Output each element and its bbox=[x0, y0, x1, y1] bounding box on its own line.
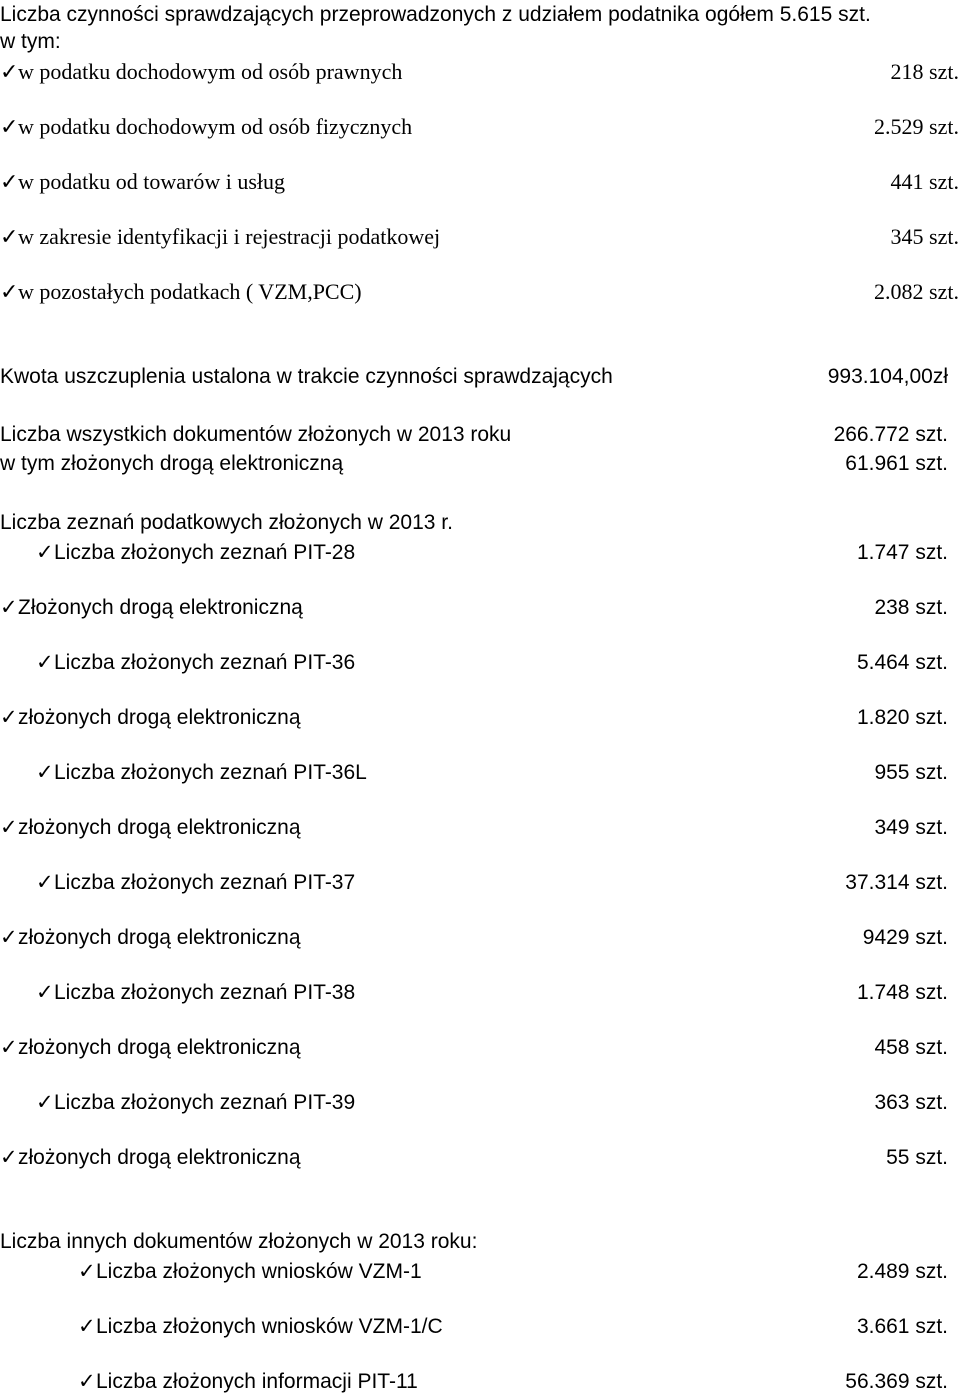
check-label: w podatku dochodowym od osób fizycznych bbox=[18, 114, 413, 139]
declaration-row bbox=[0, 813, 960, 843]
declaration-value: 37.314 szt. bbox=[845, 871, 948, 894]
checkmark-icon: ✓ bbox=[0, 59, 19, 84]
declarations-heading: Liczba zeznań podatkowych złożonych w 2013 r. bbox=[0, 511, 453, 534]
checkmark-icon: ✓ bbox=[78, 1315, 96, 1338]
declaration-label: Liczba złożonych zeznań PIT-36L bbox=[54, 761, 367, 784]
checkmark-icon: ✓ bbox=[36, 981, 54, 1004]
declaration-value: 363 szt. bbox=[874, 1091, 948, 1114]
declaration-row bbox=[0, 703, 960, 733]
check-row bbox=[0, 222, 960, 252]
checkmark-icon: ✓ bbox=[36, 871, 54, 894]
other-document-label: Liczba złożonych wniosków VZM-1/C bbox=[96, 1315, 443, 1338]
checkmark-icon: ✓ bbox=[0, 926, 18, 949]
check-row bbox=[0, 57, 960, 87]
declaration-row bbox=[0, 1033, 960, 1063]
checkmark-icon: ✓ bbox=[0, 114, 19, 139]
documents-total-value: 266.772 szt. bbox=[833, 423, 948, 446]
total-checks-text: Liczba czynności sprawdzających przeprowadzonych z udziałem podatnika ogółem 5.615 szt. bbox=[0, 3, 871, 26]
reduction-row bbox=[0, 362, 960, 392]
checkmark-icon: ✓ bbox=[0, 706, 18, 729]
documents-total-label: Liczba wszystkich dokumentów złożonych w 2013 roku bbox=[0, 423, 512, 446]
checkmark-icon: ✓ bbox=[0, 596, 18, 619]
declaration-value: 955 szt. bbox=[874, 761, 948, 784]
declaration-label: Liczba złożonych zeznań PIT-39 bbox=[54, 1091, 356, 1114]
declaration-label: Liczba złożonych zeznań PIT-36 bbox=[54, 651, 356, 674]
other-document-row bbox=[0, 1312, 960, 1342]
declarations-heading-row bbox=[0, 508, 960, 538]
declaration-row bbox=[0, 758, 960, 788]
declaration-value: 1.747 szt. bbox=[856, 541, 948, 564]
documents-total-row bbox=[0, 420, 960, 450]
checkmark-icon: ✓ bbox=[0, 1036, 18, 1059]
other-document-label: Liczba złożonych wniosków VZM-1 bbox=[96, 1260, 422, 1283]
in-which-text: w tym: bbox=[0, 30, 61, 53]
declaration-row bbox=[0, 538, 960, 568]
checkmark-icon: ✓ bbox=[36, 651, 54, 674]
other-documents-heading: Liczba innych dokumentów złożonych w 2013 roku: bbox=[0, 1230, 478, 1253]
checkmark-icon: ✓ bbox=[0, 169, 19, 194]
checkmark-icon: ✓ bbox=[0, 816, 18, 839]
check-value: 218 szt. bbox=[890, 59, 959, 84]
declaration-row bbox=[0, 1088, 960, 1118]
declaration-label: złożonych drogą elektroniczną bbox=[18, 926, 301, 949]
declaration-label: złożonych drogą elektroniczną bbox=[18, 816, 301, 839]
declaration-value: 1.820 szt. bbox=[856, 706, 948, 729]
declaration-value: 5.464 szt. bbox=[856, 651, 948, 674]
declaration-value: 1.748 szt. bbox=[856, 981, 948, 1004]
declaration-row bbox=[0, 648, 960, 678]
documents-electronic-value: 61.961 szt. bbox=[845, 452, 948, 475]
check-label: w zakresie identyfikacji i rejestracji podatkowej bbox=[18, 224, 441, 249]
declaration-row bbox=[0, 923, 960, 953]
check-row bbox=[0, 112, 960, 142]
declaration-row bbox=[0, 868, 960, 898]
declaration-label: Liczba złożonych zeznań PIT-38 bbox=[54, 981, 356, 1004]
declaration-label: Liczba złożonych zeznań PIT-37 bbox=[54, 871, 356, 894]
other-document-label: Liczba złożonych informacji PIT-11 bbox=[96, 1370, 418, 1393]
other-documents-heading-row bbox=[0, 1227, 960, 1257]
declaration-label: Złożonych drogą elektroniczną bbox=[18, 596, 303, 619]
check-label: w pozostałych podatkach ( VZM,PCC) bbox=[18, 279, 362, 304]
declaration-value: 55 szt. bbox=[886, 1146, 948, 1169]
documents-electronic-row bbox=[0, 449, 960, 479]
check-value: 345 szt. bbox=[890, 224, 959, 249]
declaration-value: 9429 szt. bbox=[862, 926, 948, 949]
declaration-row bbox=[0, 978, 960, 1008]
declaration-label: złożonych drogą elektroniczną bbox=[18, 1036, 301, 1059]
check-row bbox=[0, 277, 960, 307]
documents-electronic-label: w tym złożonych drogą elektroniczną bbox=[0, 452, 344, 475]
declaration-label: złożonych drogą elektroniczną bbox=[18, 1146, 301, 1169]
reduction-label: Kwota uszczuplenia ustalona w trakcie czynności sprawdzających bbox=[0, 365, 613, 388]
checkmark-icon: ✓ bbox=[36, 1091, 54, 1114]
declaration-value: 458 szt. bbox=[874, 1036, 948, 1059]
check-label: w podatku od towarów i usług bbox=[18, 169, 286, 194]
declaration-value: 238 szt. bbox=[874, 596, 948, 619]
in-which-line bbox=[0, 27, 960, 57]
checkmark-icon: ✓ bbox=[0, 279, 19, 304]
total-checks-line bbox=[0, 0, 960, 30]
other-document-row bbox=[0, 1367, 960, 1397]
other-document-value: 56.369 szt. bbox=[845, 1370, 948, 1393]
other-document-value: 3.661 szt. bbox=[856, 1315, 948, 1338]
other-document-value: 2.489 szt. bbox=[856, 1260, 948, 1283]
declaration-label: złożonych drogą elektroniczną bbox=[18, 706, 301, 729]
declaration-value: 349 szt. bbox=[874, 816, 948, 839]
check-value: 441 szt. bbox=[890, 169, 959, 194]
checkmark-icon: ✓ bbox=[78, 1370, 96, 1393]
checkmark-icon: ✓ bbox=[0, 1146, 18, 1169]
declaration-row bbox=[0, 1143, 960, 1173]
checkmark-icon: ✓ bbox=[36, 541, 54, 564]
declaration-label: Liczba złożonych zeznań PIT-28 bbox=[54, 541, 356, 564]
check-label: w podatku dochodowym od osób prawnych bbox=[18, 59, 403, 84]
checkmark-icon: ✓ bbox=[0, 224, 19, 249]
other-document-row bbox=[0, 1257, 960, 1287]
check-value: 2.082 szt. bbox=[874, 279, 959, 304]
checkmark-icon: ✓ bbox=[78, 1260, 96, 1283]
check-value: 2.529 szt. bbox=[874, 114, 959, 139]
checkmark-icon: ✓ bbox=[36, 761, 54, 784]
check-row bbox=[0, 167, 960, 197]
reduction-value: 993.104,00zł bbox=[827, 365, 948, 388]
declaration-row bbox=[0, 593, 960, 623]
